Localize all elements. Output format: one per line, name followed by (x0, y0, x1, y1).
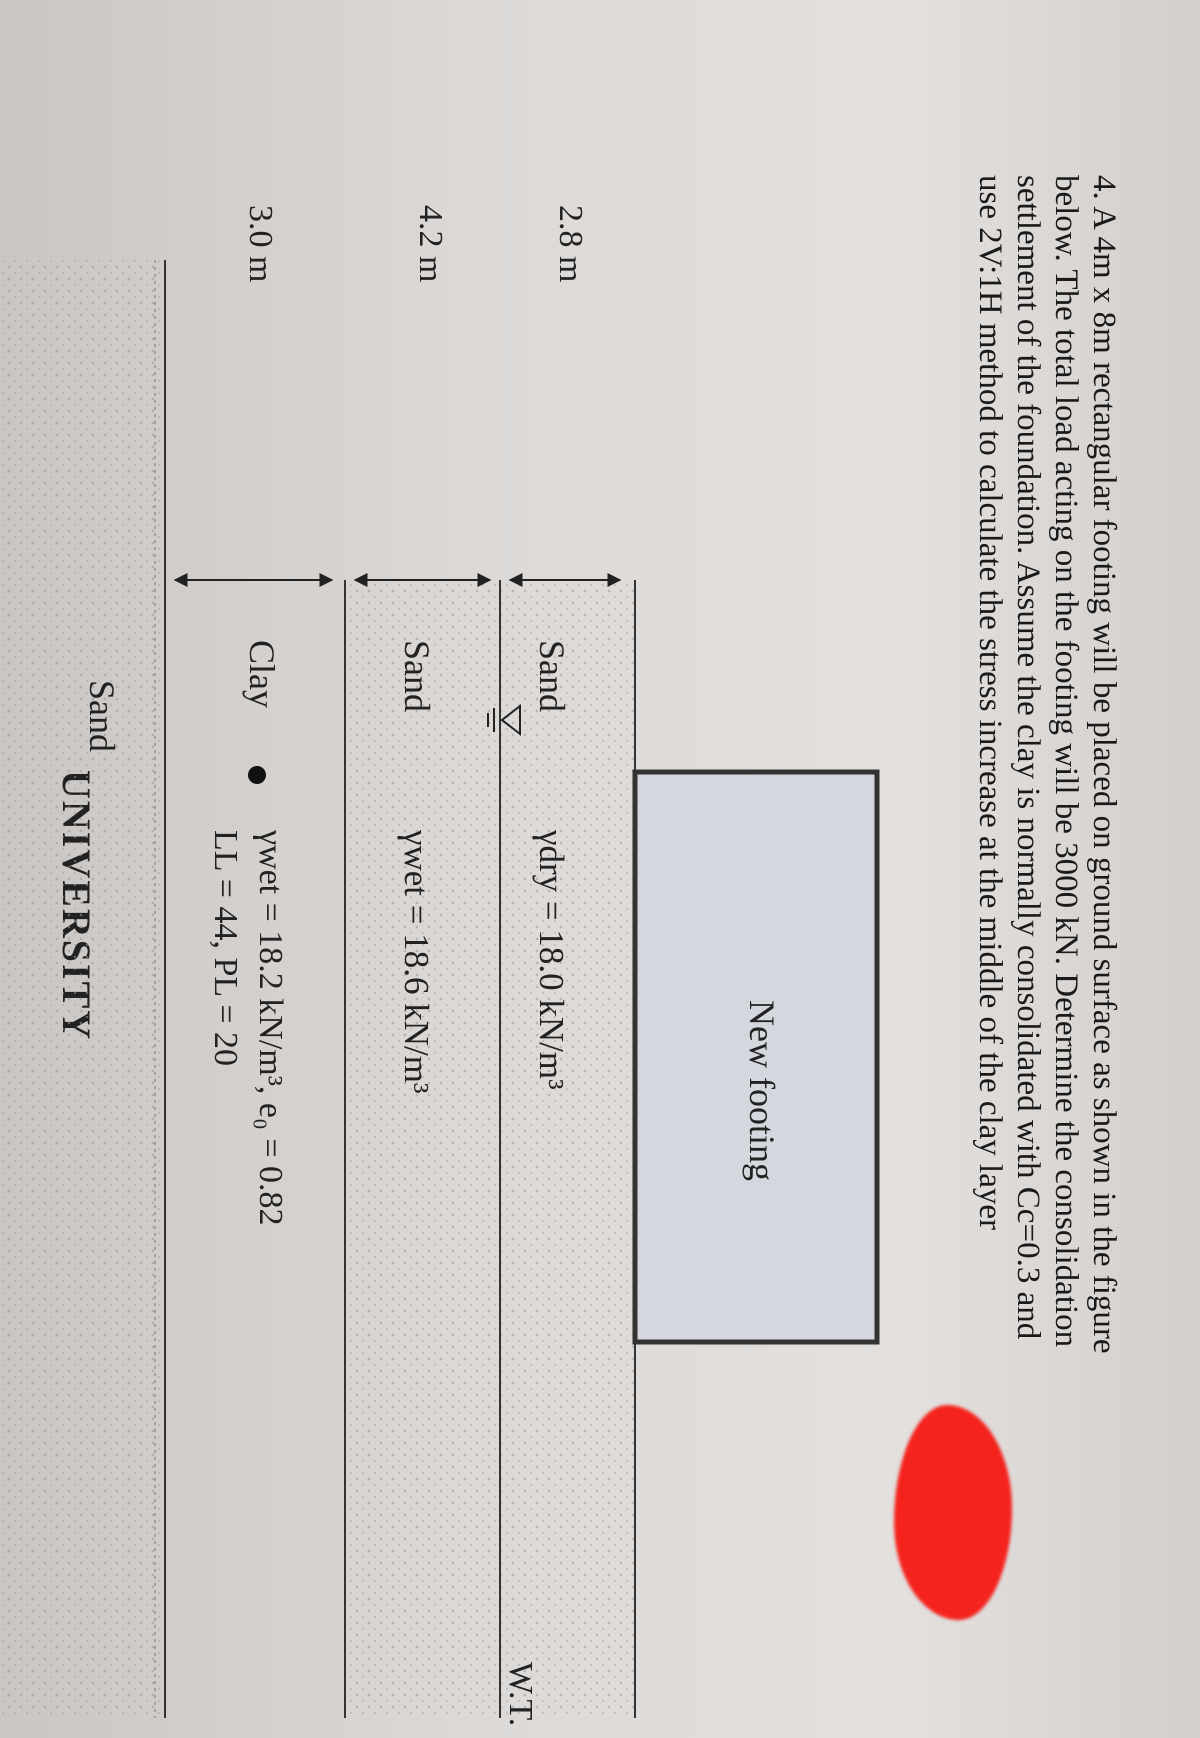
layer2-thickness: 4.2 m (412, 205, 449, 283)
layer3-unit-weight: γwet = 18.2 kN/m³, e₀ = 0.82 (252, 830, 289, 1226)
bottom-soil: Sand (82, 680, 122, 752)
problem-line: use 2V:1H method to calculate the stress increase at the middle of the clay layer (972, 175, 1008, 1231)
layer1-unit-weight: γdry = 18.0 kN/m³ (532, 830, 571, 1090)
sand-region (345, 580, 635, 1718)
problem-line: settlement of the foundation. Assume the clay is normally consolidated with Cc=0.3 and (1010, 175, 1046, 1340)
layer3-soil: Clay (242, 640, 282, 708)
layer2-soil: Sand (397, 640, 437, 712)
layer3-thickness: 3.0 m (242, 205, 279, 283)
problem-line: below. The total load acting on the footing will be 3000 kN. Determine the consolidation (1048, 175, 1084, 1348)
layer1-soil: Sand (532, 640, 572, 712)
footing-label: New footing (742, 1000, 782, 1181)
layer1-thickness: 2.8 m (552, 205, 589, 283)
water-table-label: W.T. (502, 1662, 539, 1727)
bottom-sand-region (0, 260, 160, 1718)
problem-line: 4. A 4m x 8m rectangular footing will be placed on ground surface as shown in the figure (1086, 175, 1122, 1354)
layer2-unit-weight: γwet = 18.6 kN/m³ (397, 830, 436, 1094)
clay-mid-point (248, 766, 266, 784)
layer3-limits: LL = 44, PL = 20 (207, 830, 244, 1067)
